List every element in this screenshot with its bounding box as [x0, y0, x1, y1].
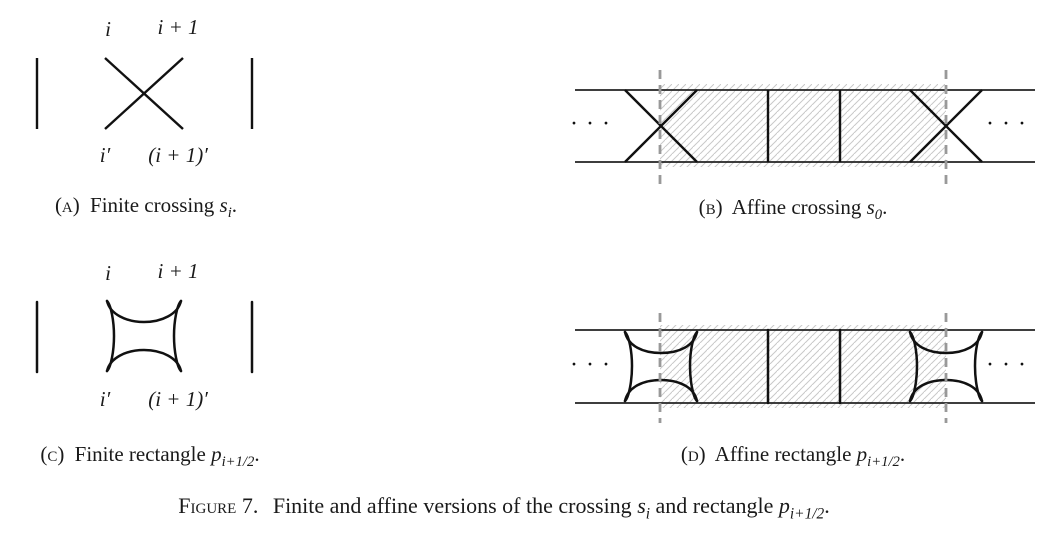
ellipsis-right-d: ···: [986, 352, 1034, 378]
subcaption-a-subscript: i: [227, 205, 232, 222]
hatch-region: [660, 84, 946, 167]
subcaption-a: [0, 193, 292, 225]
subcaption-d-subscript: i+1/2: [867, 454, 900, 471]
label-i-plus-1-top-a: i + 1: [157, 15, 199, 39]
figure-caption-period: .: [824, 493, 830, 518]
figure-caption-number: Figure 7.: [178, 493, 259, 518]
label-i-prime-bottom-a: i′: [99, 143, 111, 167]
figure-caption-subscript-1: i: [645, 505, 651, 523]
subcaption-c-subscript: i+1/2: [221, 454, 255, 471]
rectangle-top-arc: [107, 301, 181, 322]
figure-caption-text-2: and rectangle: [655, 493, 774, 518]
subfig-d-diagram: [575, 313, 1035, 423]
subcaption-c-text: Finite rectangle: [74, 442, 206, 466]
hatch-region: [660, 325, 946, 408]
subcaption-a-symbol: s: [219, 193, 228, 217]
figure-caption-symbol-1: s: [637, 493, 646, 518]
subcaption-d-label: (d): [680, 442, 706, 466]
subcaption-a-label: (a): [54, 193, 80, 217]
label-i-plus-1-prime-bottom-c: (i + 1)′: [148, 387, 208, 411]
label-i-plus-1-top-c: i + 1: [157, 259, 199, 283]
subcaption-b-period: .: [882, 195, 888, 219]
figure-caption-symbol-2: p: [778, 493, 790, 518]
subcaption-a-text: Finite crossing: [90, 193, 215, 217]
rectangle-bottom-arc: [107, 350, 181, 371]
subcaption-a-period: .: [231, 193, 238, 217]
subcaption-b: [563, 195, 1023, 227]
subcaption-c-symbol: p: [211, 442, 222, 466]
subfig-c-diagram: [37, 301, 252, 372]
subcaption-b-text: Affine crossing: [731, 195, 862, 219]
subcaption-d-symbol: p: [856, 442, 868, 466]
subcaption-c-label: (c): [40, 442, 65, 466]
subfig-b-diagram: [575, 70, 1035, 184]
label-i-top-a: i: [105, 17, 111, 41]
label-i-prime-bottom-c: i′: [99, 387, 111, 411]
label-i-top-c: i: [105, 261, 111, 285]
subcaption-c: [0, 442, 300, 474]
figure-caption: [0, 493, 1008, 527]
subcaption-c-period: .: [254, 442, 260, 466]
ellipsis-left-d: ···: [570, 352, 618, 378]
subcaption-b-label: (b): [698, 195, 723, 219]
subcaption-b-symbol: s: [866, 195, 875, 219]
subcaption-d-text: Affine rectangle: [714, 442, 852, 466]
label-i-plus-1-prime-bottom-a: (i + 1)′: [148, 143, 208, 167]
subcaption-b-subscript: 0: [874, 207, 883, 224]
figure-caption-subscript-2: i+1/2: [789, 505, 825, 523]
ellipsis-right-b: ···: [986, 111, 1034, 137]
subfig-a-diagram: [37, 58, 252, 129]
ellipsis-left-b: ···: [570, 111, 618, 137]
subcaption-d-period: .: [899, 442, 906, 466]
figure-caption-text-1: Finite and affine versions of the crossing: [272, 493, 632, 518]
subcaption-d: [563, 442, 1023, 474]
